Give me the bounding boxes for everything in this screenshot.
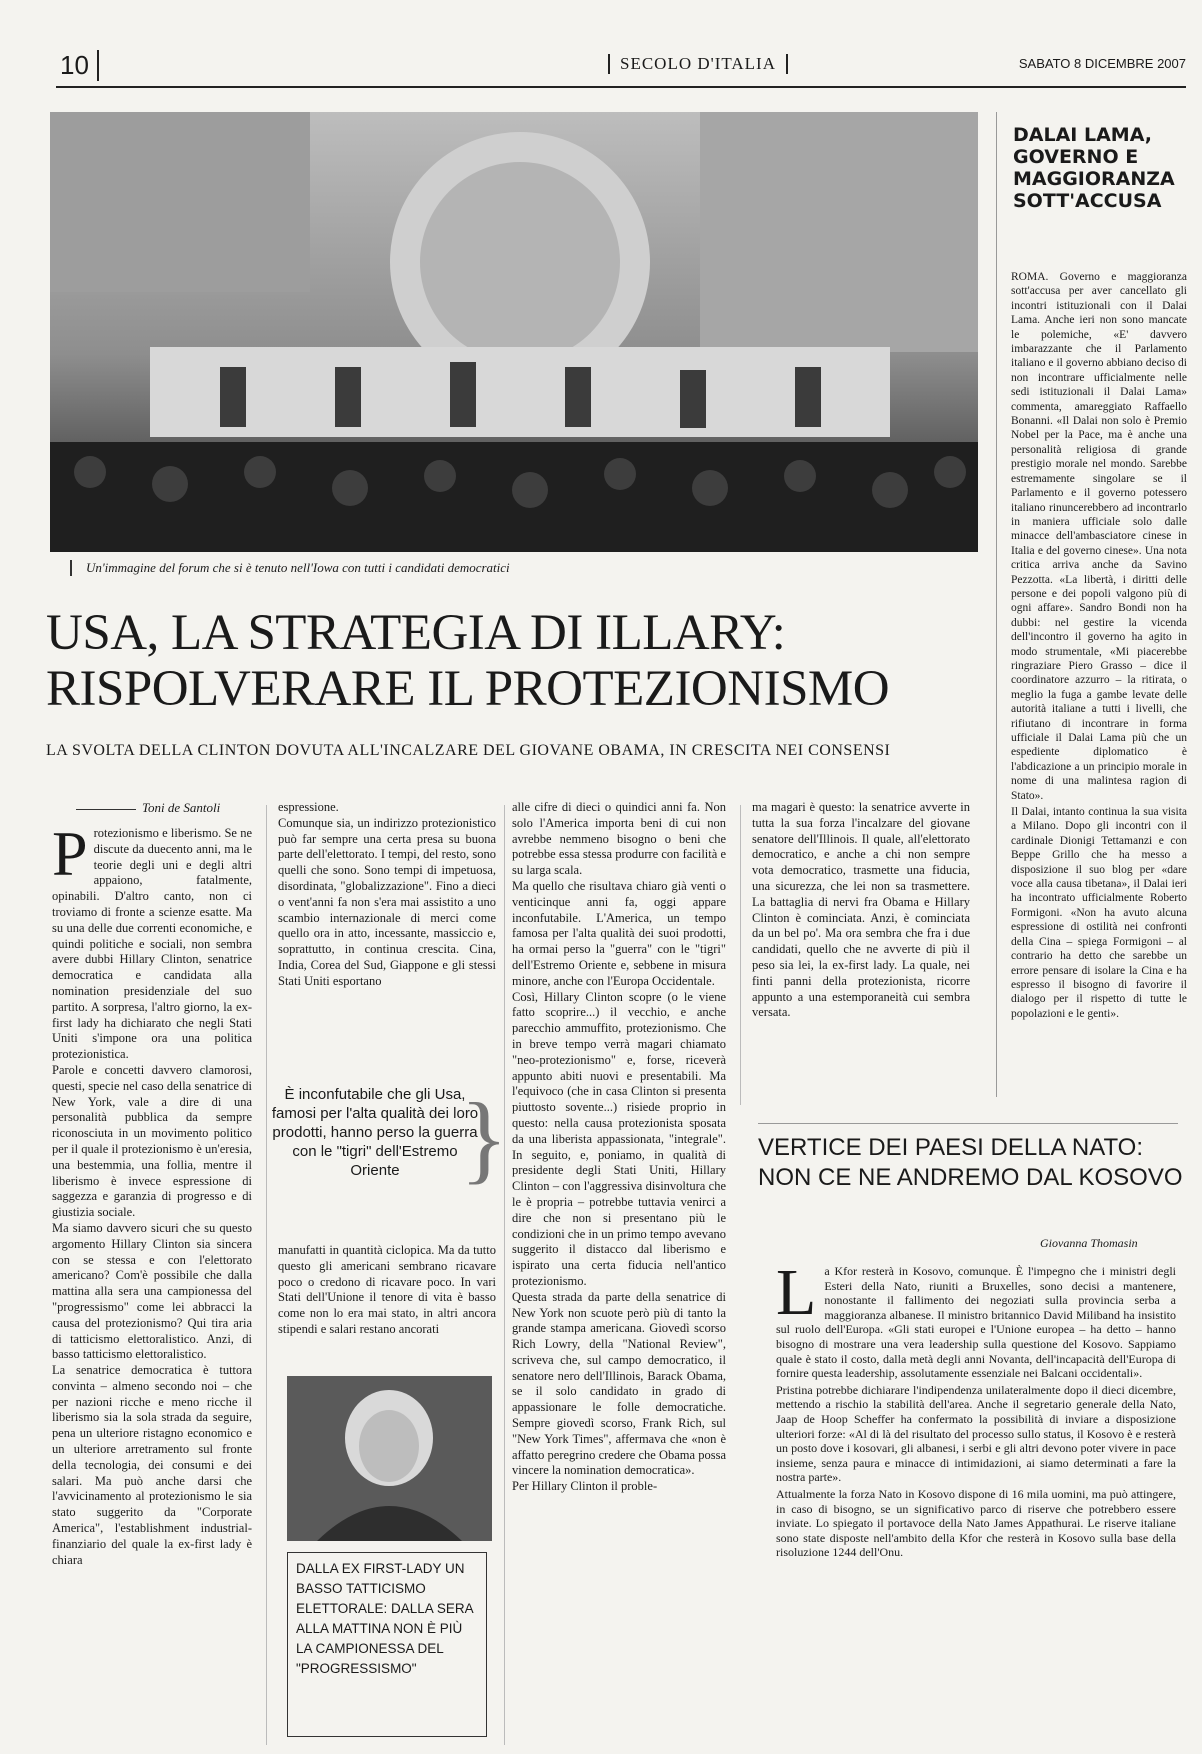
- nato-article-body: [776, 1264, 1176, 1744]
- column-rule: [504, 805, 505, 1745]
- paragraph: Attualmente la forza Nato in Kosovo dispone di 16 mila uomini, ma può attingere, in caso di bisogno, se un significativo parco di riserve che potrebbero essere inviate. Lo spiegato il portavoce della Nato James Appathurai. Le riserve italiane sono state disposte nell'ambito della Kfor che resterà in Kosovo sulla base della risoluzione 1244 dell'Onu.: [776, 1486, 1176, 1560]
- paragraph: alle cifre di dieci o quindici anni fa. Non solo l'America importa beni di cui non avrebbe nemmeno bisogno o beni che potrebbe essa stessa produrre con facilità e su larga scala.: [512, 800, 726, 878]
- article-headline: [46, 605, 976, 717]
- pull-quote-brace: }: [460, 1082, 508, 1193]
- paragraph: La senatrice democratica è tuttora convinta – almeno secondo noi – che per nazioni ricche e meno ricche il liberismo sia la sola strada da seguire, pena un ulteriore ristagno economico e un ulteriore arretramento sul fronte della tecnologia, dei consumi e dei salari. Ma può anche darsi che l'avvicinamento al protezionismo le sia stato suggerito da "Corporate America", l'establishment industrial-finanziario del quale la ex-first lady è chiara: [52, 1363, 252, 1567]
- paragraph: Questa strada da parte della senatrice di New York non scuote però più di tanto la grande stampa americana. Giovedì scorso Rich Lowry, della "National Review", scriveva che, sul campo democratico, il senatore nero dell'Illinois, Barack Obama, se il solo candidato in grado di appassionare le folle democratiche. Sempre giovedì scorso, Frank Rich, sul "New York Times", affermava che «non è affatto peregrino credere che Obama possa vincere la nomination democratica».: [512, 1289, 726, 1478]
- clinton-portrait-image: [287, 1376, 492, 1541]
- page-number: 10: [60, 50, 99, 81]
- dalai-lama-sidebar: [996, 112, 1187, 1097]
- article-column-4: [752, 800, 970, 1100]
- article-column-1: [52, 826, 252, 1746]
- paragraph: Il Dalai, intanto continua la sua visita a Milano. Dopo gli incontri con il cardinale Dionigi Tettamanzi e con Beppe Grillo che ha messo a disposizione il suo blog per «dare voce alla causa tibetana», il Dalai ieri ha incontrato ufficialmente Roberto Formigoni. «Non ha avuto alcuna espressione di ostilità nei confronti della Cina – spiega Formigoni – al contrario ha detto che sarebbe un errore pensare di isolare la Cina e ha espresso il bisogno di favorire il dialogo per il rispetto di tutte le popolazioni e le genti».: [1011, 806, 1187, 1020]
- paragraph: manufatti in quantità ciclopica. Ma da tutto questo gli americani sembrano ricavare poco o credono di ricavare poco. In vari Stati dell'Unione il tenore di vita è basso come non lo era mai stato, in altri ancora stipendi e salari restano ancorati: [278, 1243, 496, 1336]
- paragraph: Comunque sia, un indirizzo protezionistico può far sempre una certa presa su buona parte dell'elettorato. I tempi, del resto, sono quelli che sono. Sono tempi di impetuosa, disordinata, "globalizzazione". Fino a dieci o vent'anni fa non s'era mai assistito a uno scambio internazionale di merci come quello ora in atto, incessante, massiccio e, soprattutto, in continua crescita. Cina, India, Corea del Sud, Giappone e gli stessi Stati Uniti esportano: [278, 815, 496, 988]
- paragraph: ROMA. Governo e maggioranza sott'accusa per aver cancellato gli incontri istituzionali con il Dalai Lama. Anche ieri non sono mancate le polemiche, «E' davvero imbarazzante che il Parlamento italiano e il governo abbiano deciso di non incontrare ufficialmente nelle sedi istituzionali il Dalai Lama» commenta, amareggiato Raffaello Bonanni. «Il Dalai non solo è Premio Nobel per la Pace, ma è anche una personalità religiosa di grande prestigio morale nel mondo. Sarebbe estremamente singolare se il Parlamento e il governo potessero italiano rinuncerebbero ad incontrarlo in maniera ufficiale solo dalle minacce dell'ambasciatore cinese in Italia e del governo cinese». Una nota critica arriva anche da Savino Pezzotta. «La libertà, i diritti delle persone e dei popoli valgono più di ogni affare». Sandro Bondi non ha dubbi: nel gestire la vicenda dell'incontro il governo ha agito in modo strumentale, «Mi piacerebbe ringraziare Piero Grasso – dice il coordinatore azzurro – la ritirata, o meglio la fuga a gambe levate delle autorità italiane a tutti i livelli, che rifiutano di incontrare in forma ufficiale il Dalai Lama più che un espediente diplomatico è l'abdicazione a un principio morale in nome di una malintesa ragion di Stato».: [1011, 271, 1187, 802]
- headline-line: RISPOLVERARE IL PROTEZIONISMO: [46, 661, 890, 717]
- sidebar-body: [1011, 270, 1187, 1023]
- paragraph: Pristina potrebbe dichiarare l'indipendenza unilateralmente dopo il dieci dicembre, mettendo a rischio la stabilità dell'area. Anche il segretario generale della Nato, Jaap de Hoop Scheffer ha confermato la possibilità di inviare a disposizione ulteriori forze: «Al di là del risultato del processo sullo status, il Kosovo è e resterà un posto dove i kosovari, gli albanesi, i serbi e gli altri devono poter vivere in pace insieme, senza paura e minacce di intimidazioni, ai siamo determinati a fare la nostra parte».: [776, 1382, 1176, 1485]
- pull-quote: È inconfutabile che gli Usa, famosi per l'alta qualità dei loro prodotti, hanno perso la guerra con le "tigri" dell'Estremo Oriente: [271, 1086, 479, 1179]
- paragraph: Così, Hillary Clinton scopre (o le viene fatto scoprire...) il vecchio, e anche parecchio ammuffito, protezionismo. Che in breve tempo verrà magari chiamato "neo-protezionismo" e, forse, riceverà appunto abiti nuovi e presentabili. Ma l'equivoco (che in casa Clinton si presenta piuttosto sovente...) risiede proprio in questo: nella causa protezionista sposata da una liberista appassionata, "integrale". In seguito, e, poniamo, in qualità di presidente degli Stati Uniti, Hillary Clinton – con l'aggressiva disinvoltura che le è propria – potrebbe tuttavia venirci a dire che non si presentano più le condizioni che in un primo tempo avevano suggerito il distacco dal liberismo e ispirato una certa fiducia nell'antico protezionismo.: [512, 989, 726, 1288]
- paragraph: Ma quello che risultava chiaro già venti o venticinque anni fa, oggi appare inconfutabile. L'America, un tempo famosa per l'alta qualità dei suoi prodotti, ha ormai perso la "guerra" con le "tigri" dell'Estremo Oriente e, sebbene in misura minore, anche con l'Europa Occidentale.: [512, 878, 726, 988]
- drop-cap: L: [776, 1264, 817, 1329]
- paragraph: espressione.: [278, 800, 339, 814]
- masthead: [56, 46, 1186, 88]
- clinton-portrait: [287, 1376, 492, 1541]
- article-column-3: [512, 800, 726, 1745]
- nato-byline: Giovanna Thomasin: [1040, 1236, 1138, 1250]
- paragraph: ma magari è questo: la senatrice avverte in tutta la sua forza l'incalzare del giovane senatore dell'Illinois. Il quale, all'elettorato democratico, e anche a chi non sempre vota democratico, trasmette una fiducia, una sicurezza, che lei non sa trasmettere. La battaglia di nervi fra Obama e Hillary Clinton è cominciata. Anzi, è cominciata da un bel po'. Ma ora sembra che fra i due candidati, quello che ne avverte di più il peso sia lei, la ex-first lady. La quale, nei finti panni della protezionista, ricorre appunto a una estemporaneità cui sembra versata.: [752, 800, 970, 1020]
- paragraph: Ma siamo davvero sicuri che su questo argomento Hillary Clinton sia sincera con se stessa e con l'elettorato americano? Com'è possibile che dalla mattina alla sera una campionessa del "progressismo" come lei abbracci la causa del protezionismo? Qui tira aria di tatticismo elettoralistico. Anzi, di basso tatticismo elettoralistico.: [52, 1220, 252, 1362]
- forum-photo: [50, 112, 978, 552]
- nato-headline: [758, 1133, 1188, 1193]
- article-column-2-bottom: [278, 1243, 496, 1363]
- paper-name: SECOLO D'ITALIA: [608, 54, 788, 74]
- headline-line: VERTICE DEI PAESI DELLA NATO:: [758, 1134, 1144, 1161]
- forum-photo-image: [50, 112, 978, 552]
- photo-caption: Un'immagine del forum che si è tenuto nell'Iowa con tutti i candidati democratici: [70, 560, 986, 576]
- column-rule: [740, 805, 741, 1105]
- paragraph: a Kfor resterà in Kosovo, comunque. È l'impegno che i ministri degli Esteri della Nato, riuniti a Bruxelles, sono decisi a mantenere, nonostante il fallimento dei negoziati sulla provincia serba a maggioranza albanese. Il ministro britannico David Miliband ha insistito sul ruolo dell'Europa. «Gli stati europei e l'Unione europea – ha detto – hanno bisogno di mostrare una vera leadership sulla questione del Kosovo. Sappiamo quale è stato il costo, dalla metà degli anni Novanta, dell'incapacità dell'Europa di fornire questa leadership, assolutamente essenziale nei Balcani occidentali».: [776, 1264, 1176, 1381]
- article-column-2-top: [278, 800, 496, 1082]
- column-rule: [266, 805, 267, 1745]
- article-byline: Toni de Santoli: [76, 800, 220, 816]
- headline-line: NON CE NE ANDREMO DAL KOSOVO: [758, 1164, 1183, 1191]
- drop-cap: P: [52, 826, 88, 889]
- paragraph: Parole e concetti davvero clamorosi, questi, specie nel caso della senatrice di New York, vale a dire di una personalità pubblica da sempre riconosciuta in un movimento politico per il quale il protezionismo è un'eresia, una bestemmia, una follia, mentre il liberismo è invece espressione di saggezza e garanzia di progresso e di giustizia sociale.: [52, 1062, 252, 1220]
- sidebar-headline: DALAI LAMA, GOVERNO E MAGGIORANZA SOTT'ACCUSA: [1013, 124, 1175, 212]
- article-subheadline: LA SVOLTA DELLA CLINTON DOVUTA ALL'INCALZARE DEL GIOVANE OBAMA, IN CRESCITA NEI CONSENSI: [46, 742, 891, 759]
- paragraph: rotezionismo e liberismo. Se ne discute da duecento anni, ma le teorie degli uni e degli altri appaiono, fatalmente, opinabili. D'altro canto, non ci troviamo di fronte a scienze esatte. Ma su una delle due correnti economiche, e quindi politiche e sociali, non sembra avere dubbi Hillary Clinton, senatrice democratica e candidata alla nomination presidenziale del suo partito. A sorpresa, l'altro giorno, la ex-first lady ha dichiarato che negli Stati Uniti s'impone ora una politica protezionistica.: [52, 826, 252, 1062]
- paragraph: Per Hillary Clinton il proble-: [512, 1479, 658, 1494]
- headline-line: USA, LA STRATEGIA DI ILLARY:: [46, 605, 786, 661]
- publication-date: SABATO 8 DICEMBRE 2007: [1018, 56, 1186, 71]
- portrait-caption: DALLA EX FIRST-LADY UN BASSO TATTICISMO ELETTORALE: DALLA SERA ALLA MATTINA NON È PIÙ LA CAMPIONESSA DEL "PROGRESSISMO": [287, 1552, 487, 1737]
